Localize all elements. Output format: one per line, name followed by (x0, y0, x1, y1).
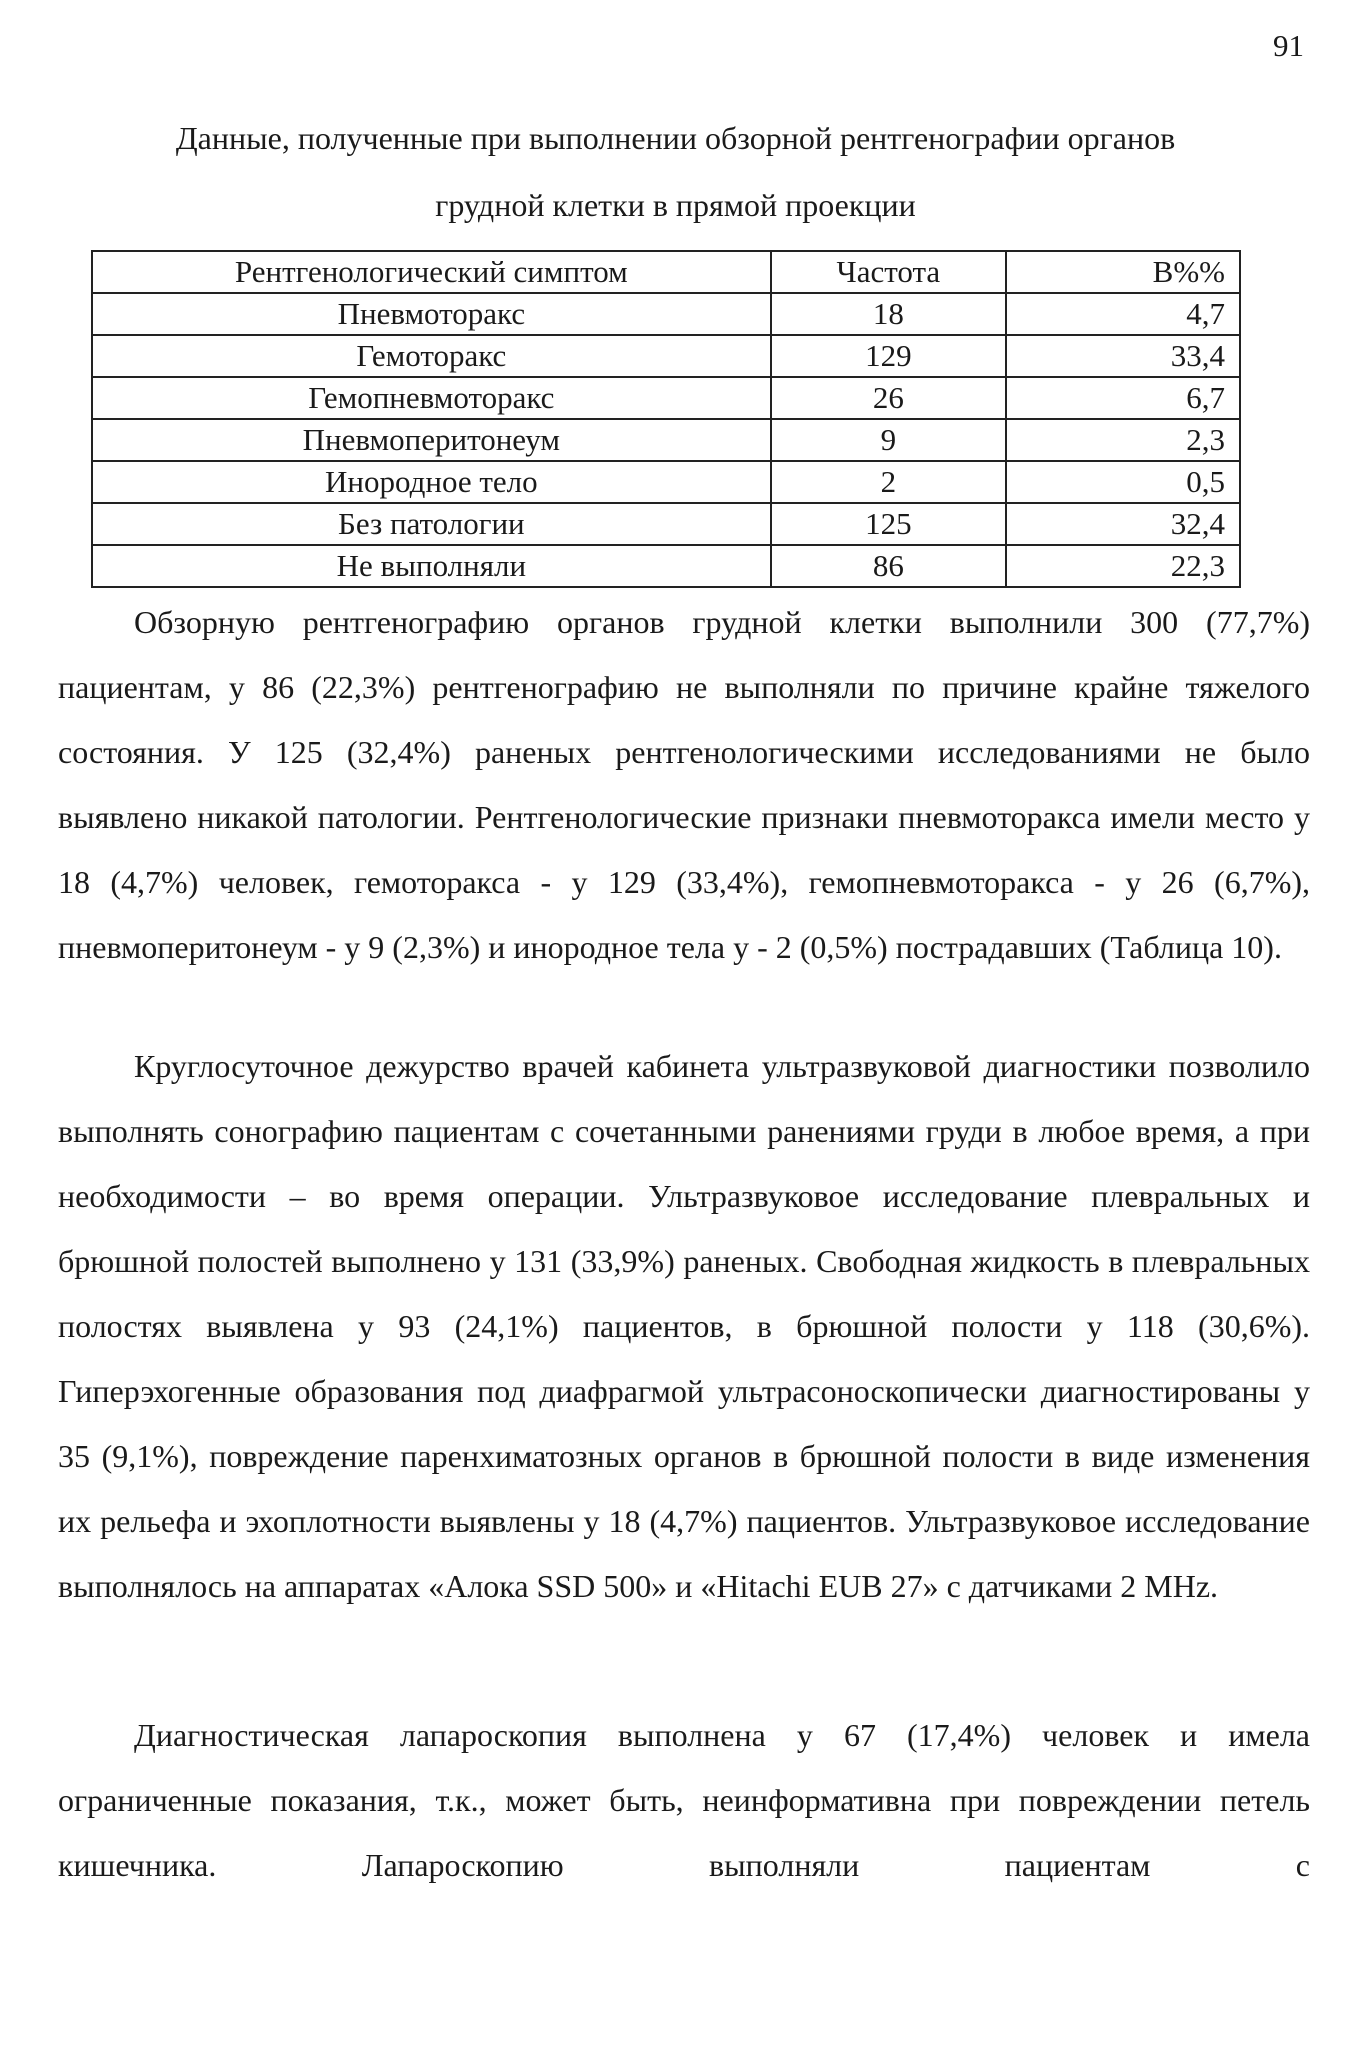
table-row (92, 545, 1240, 587)
xray-findings-table (91, 250, 1241, 588)
table-row (92, 335, 1240, 377)
table-caption-line-2: грудной клетки в прямой проекции (435, 187, 916, 223)
table-header-row (92, 251, 1240, 293)
cell-symptom: Не выполняли (92, 545, 771, 587)
cell-symptom: Инородное тело (92, 461, 771, 503)
paragraph-ultrasound: Круглосуточное дежурство врачей кабинета ультразвуковой диагностики позволило выполнять сонографию пациентам с сочетанными ранениями груди в любое время, а при необходимости – во время операции. Ультразвуковое исследование плевральных и брюшной полостей выполнено у 131 (33,9%) раненых. Свободная жидкость в плевральных полостях выявлена у 93 (24,1%) пациентов, в брюшной полости у 118 (30,6%). Гиперэхогенные образования под диафрагмой ультрасоноскопически диагностированы у 35 (9,1%), повреждение паренхиматозных органов в брюшной полости в виде изменения их рельефа и эхоплотности выявлены у 18 (4,7%) пациентов. Ультразвуковое исследование выполнялось на аппаратах «Алока SSD 500» и «Hitachi EUB 27» с датчиками 2 MHz. (58, 1048, 1310, 1604)
cell-percent: 6,7 (1006, 377, 1240, 419)
cell-frequency: 125 (771, 503, 1006, 545)
cell-frequency: 129 (771, 335, 1006, 377)
cell-percent: 0,5 (1006, 461, 1240, 503)
table-row (92, 293, 1240, 335)
cell-percent: 2,3 (1006, 419, 1240, 461)
cell-symptom: Пневмоторакс (92, 293, 771, 335)
cell-symptom: Гемопневмоторакс (92, 377, 771, 419)
table-caption-line-1: Данные, полученные при выполнении обзорной рентгенографии органов (175, 120, 1176, 156)
header-symptom: Рентгенологический симптом (92, 251, 771, 293)
cell-frequency: 26 (771, 377, 1006, 419)
page-number: 91 (1273, 28, 1304, 63)
cell-frequency: 9 (771, 419, 1006, 461)
cell-frequency: 18 (771, 293, 1006, 335)
cell-frequency: 86 (771, 545, 1006, 587)
cell-frequency: 2 (771, 461, 1006, 503)
cell-symptom: Без патологии (92, 503, 771, 545)
cell-percent: 4,7 (1006, 293, 1240, 335)
cell-symptom: Гемоторакс (92, 335, 771, 377)
cell-symptom: Пневмоперитонеум (92, 419, 771, 461)
cell-percent: 32,4 (1006, 503, 1240, 545)
header-percent: В%% (1006, 251, 1240, 293)
table-row (92, 503, 1240, 545)
cell-percent: 33,4 (1006, 335, 1240, 377)
cell-percent: 22,3 (1006, 545, 1240, 587)
paragraph-xray-summary: Обзорную рентгенографию органов грудной клетки выполнили 300 (77,7%) пациентам, у 86 (22,3%) рентгенографию не выполняли по причине крайне тяжелого состояния. У 125 (32,4%) раненых рентгенологическими исследованиями не было выявлено никакой патологии. Рентгенологические признаки пневмоторакса имели место у 18 (4,7%) человек, гемоторакса - у 129 (33,4%), гемопневмоторакса - у 26 (6,7%), пневмоперитонеум - у 9 (2,3%) и инородное тела у - 2 (0,5%) пострадавших (Таблица 10). (58, 604, 1310, 965)
header-frequency: Частота (771, 251, 1006, 293)
paragraph-laparoscopy: Диагностическая лапароскопия выполнена у 67 (17,4%) человек и имела ограниченные показания, т.к., может быть, неинформативна при повреждении петель кишечника. Лапароскопию выполняли пациентам с (58, 1717, 1310, 1883)
table-row (92, 377, 1240, 419)
table-row (92, 419, 1240, 461)
table-row (92, 461, 1240, 503)
